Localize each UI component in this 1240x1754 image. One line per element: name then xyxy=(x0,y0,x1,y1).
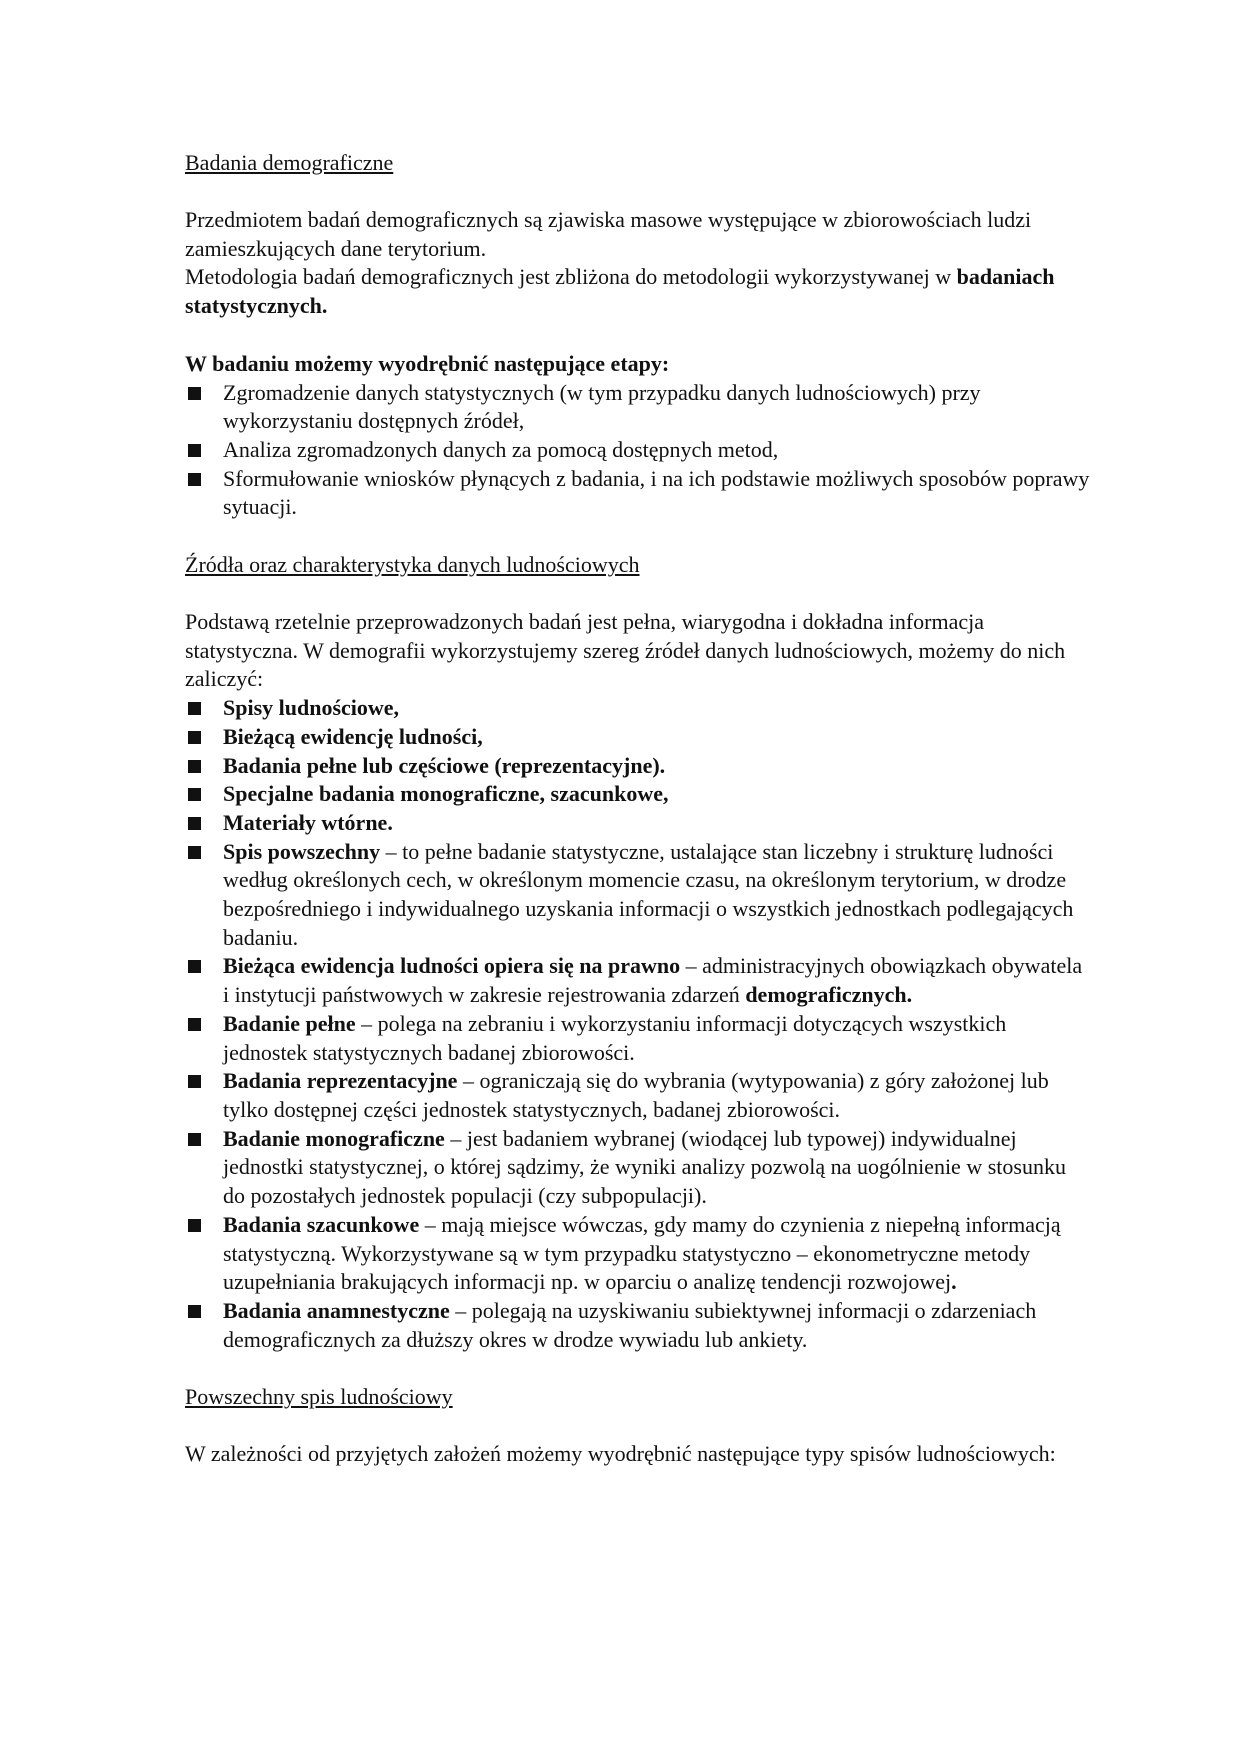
list-item xyxy=(185,1211,1090,1297)
section-title-demographic-research: Badania demograficzne xyxy=(185,150,394,175)
definition-term: Badanie pełne xyxy=(223,1010,356,1036)
section-title-census: Powszechny spis ludnościowy xyxy=(185,1384,453,1410)
list-item: Zgromadzenie danych statystycznych (w tym przypadku danych ludnościowych) przy wykorzystaniu dostępnych źródeł, xyxy=(185,379,1090,436)
sources-list xyxy=(185,694,1090,1354)
list-item: Analiza zgromadzonych danych za pomocą dostępnych metod, xyxy=(185,436,1090,465)
definition-term: Badanie monograficzne xyxy=(223,1125,445,1151)
list-item: Bieżącą ewidencję ludności, xyxy=(185,723,1090,752)
methodology-text: Metodologia badań demograficznych jest zbliżona do metodologii wykorzystywanej w xyxy=(185,264,952,290)
definition-text: – ograniczają się do wybrania (wytypowania) z góry założonej lub tylko dostępnej części jednostek statystycznych, badanej zbiorowości. xyxy=(223,1068,1049,1122)
definition-term: Badania szacunkowe xyxy=(223,1211,420,1237)
list-item: Materiały wtórne. xyxy=(185,809,1090,838)
paragraph-census-intro: W zależności od przyjętych założeń możemy wyodrębnić następujące typy spisów ludnościowych: xyxy=(185,1441,1056,1467)
definition-text: – polegają na uzyskiwaniu subiektywnej informacji o zdarzeniach demograficznych za dłuższy okres w drodze wywiadu lub ankiety. xyxy=(223,1297,1037,1352)
section-title-data-sources: Źródła oraz charakterystyka danych ludnościowych xyxy=(185,552,640,578)
list-item xyxy=(185,1067,1090,1124)
definition-term: Badania anamnestyczne xyxy=(223,1297,450,1323)
definition-text: – administracyjnych obowiązkach obywatela i instytucji państwowych w zakresie rejestrowania zdarzeń xyxy=(223,953,1083,1008)
document-content xyxy=(185,148,1090,1469)
list-item xyxy=(185,1297,1090,1354)
paragraph-subject: Przedmiotem badań demograficznych są zjawiska masowe występujące w zbiorowościach ludzi zamieszkujących dane terytorium. xyxy=(185,207,1032,261)
definition-text: – to pełne badanie statystyczne, ustalające stan liczebny i strukturę ludności według określonych cech, w określonym momencie czasu, na określonym terytorium, w drodze bezpośredniego i indywidualnego uzyskania informacji o wszystkich jednostkach podlegających badaniu. xyxy=(223,838,1074,950)
paragraph-sources-intro: Podstawą rzetelnie przeprowadzonych badań jest pełna, wiarygodna i dokładna informacja statystyczna. W demografii wykorzystujemy szereg źródeł danych ludnościowych, możemy do nich zaliczyć: xyxy=(185,609,1066,692)
definition-text: – jest badaniem wybranej (wiodącej lub typowej) indywidualnej jednostki statystycznej, o której sądzimy, że wyniki analizy pozwolą na uogólnienie w stosunku do pozostałych jednostek populacji (czy subpopulacji). xyxy=(223,1125,1066,1209)
definition-term: Spis powszechny xyxy=(223,838,381,864)
definition-tail: demograficznych. xyxy=(745,982,913,1008)
paragraph-methodology xyxy=(185,263,1090,320)
definition-term: Bieżąca ewidencja ludności opiera się na prawno xyxy=(223,953,681,979)
list-item: Badania pełne lub częściowe (reprezentacyjne). xyxy=(185,752,1090,781)
list-item xyxy=(185,1010,1090,1067)
list-item: Sformułowanie wniosków płynących z badania, i na ich podstawie możliwych sposobów poprawy sytuacji. xyxy=(185,465,1090,522)
methodology-bold: badaniach statystycznych. xyxy=(185,264,1055,319)
list-item xyxy=(185,838,1090,953)
definition-term: Badania reprezentacyjne xyxy=(223,1068,458,1094)
list-item: Specjalne badania monograficzne, szacunkowe, xyxy=(185,780,1090,809)
definition-tail: . xyxy=(951,1269,957,1295)
definition-text: – mają miejsce wówczas, gdy mamy do czynienia z niepełną informacją statystyczną. Wykorzystywane są w tym przypadku statystyczno – ekonometryczne metody uzupełniania brakujących informacji np. w oparciu o analizę tendencji rozwojowej xyxy=(223,1211,1061,1295)
definition-text: – polega na zebraniu i wykorzystaniu informacji dotyczących wszystkich jednostek statystycznych badanej zbiorowości. xyxy=(223,1010,1007,1065)
list-item xyxy=(185,1125,1090,1211)
list-item: Spisy ludnościowe, xyxy=(185,694,1090,723)
stages-list xyxy=(185,379,1090,523)
list-item xyxy=(185,952,1090,1009)
stages-heading: W badaniu możemy wyodrębnić następujące etapy: xyxy=(185,350,670,376)
